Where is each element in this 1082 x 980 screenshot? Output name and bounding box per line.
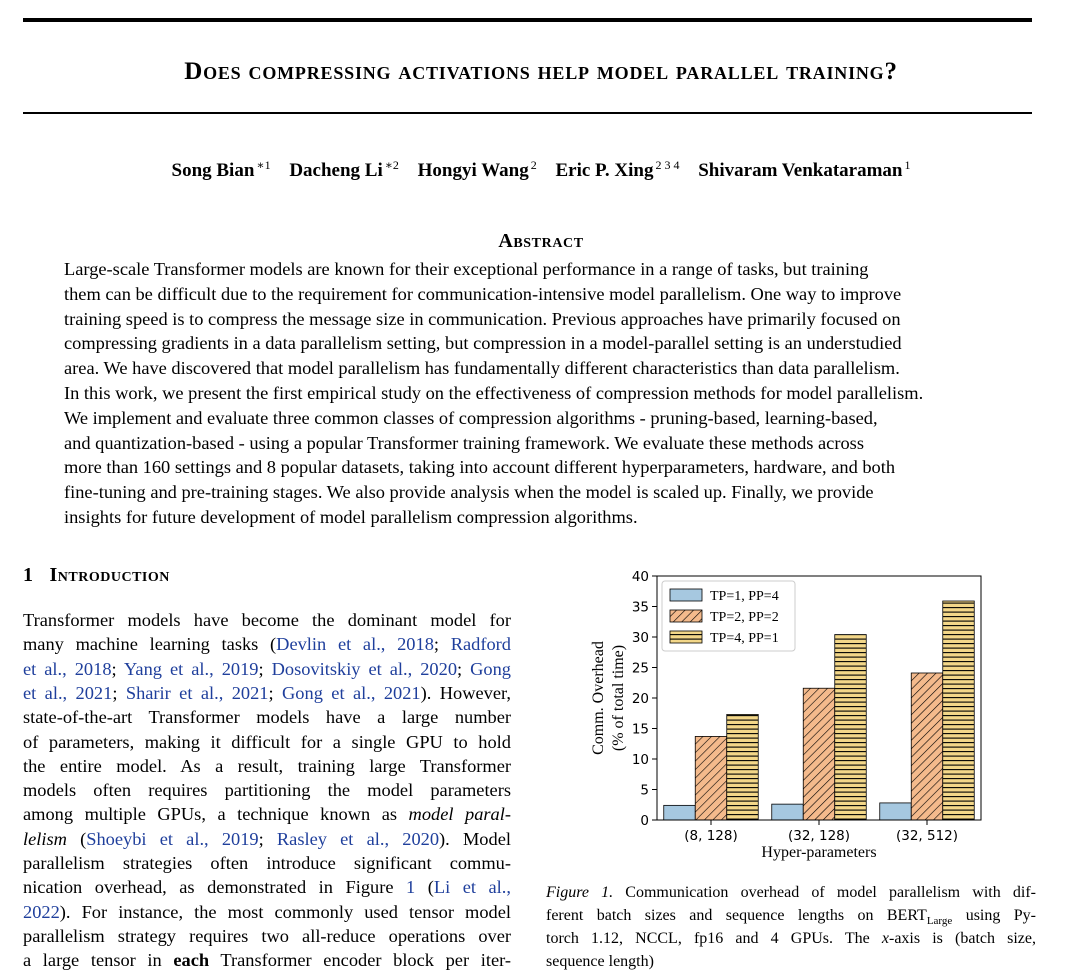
intro-text: Transformer models have become the dominant model for xyxy=(23,610,511,630)
top-rule xyxy=(23,18,1032,22)
section-title: Introduction xyxy=(49,564,170,586)
y-tick-label: 10 xyxy=(631,752,649,768)
bar xyxy=(695,736,727,820)
intro-text: ; xyxy=(457,658,471,679)
intro-text: each xyxy=(173,950,210,971)
author-list xyxy=(0,158,1082,182)
bar xyxy=(803,688,835,820)
author: Dacheng Li $^{∗2}$ xyxy=(289,158,399,181)
bar xyxy=(664,805,696,820)
intro-text: ; xyxy=(258,828,277,849)
intro-line xyxy=(23,900,511,924)
intro-text: ). For instance, the most commonly used tensor model xyxy=(59,901,511,922)
legend-label: TP=2, PP=2 xyxy=(710,610,779,625)
intro-text: ( xyxy=(66,828,87,849)
legend-swatch xyxy=(670,631,702,643)
bar xyxy=(943,601,975,820)
intro-text: parallelism strategies often introduce significant commu- xyxy=(23,853,511,873)
intro-line xyxy=(23,827,511,851)
bar xyxy=(835,635,867,820)
y-tick-label: 30 xyxy=(631,630,649,646)
figure-label: Figure 1. xyxy=(546,884,614,901)
intro-text: parallelism strategy requires two all-reduce operations over xyxy=(23,925,511,946)
intro-line xyxy=(23,681,511,705)
bar xyxy=(727,714,759,820)
y-axis-label: Comm. Overhead xyxy=(590,641,607,755)
caption-text: sequence length) xyxy=(546,953,654,970)
citation-link[interactable]: Sharir et al., 2021 xyxy=(125,682,269,703)
citation-link[interactable]: Shoeybi et al., 2019 xyxy=(86,828,259,849)
author: Song Bian $^{∗1}$ xyxy=(171,158,271,181)
intro-text: nication overhead, as demonstrated in Figure xyxy=(23,877,407,898)
citation-link[interactable]: Gong xyxy=(470,658,511,679)
intro-line xyxy=(23,608,511,632)
caption-math-var: x xyxy=(881,930,889,947)
caption-line xyxy=(546,951,1036,973)
intro-line xyxy=(23,632,511,656)
intro-text: ; xyxy=(268,682,283,703)
caption-line xyxy=(546,928,1036,950)
citation-link[interactable]: 1 xyxy=(406,877,416,898)
x-tick-label: (32, 512) xyxy=(895,828,959,844)
citation-link[interactable]: Radford xyxy=(450,634,511,655)
intro-text: ; xyxy=(258,658,272,679)
caption-text: torch 1.12, NCCL, fp16 and 4 GPUs. The xyxy=(546,930,882,947)
y-axis-label: (% of total time) xyxy=(610,644,627,752)
abstract-line: In this work, we present the first empirical study on the effectiveness of compression methods for model parallelism. xyxy=(64,383,924,403)
caption-subscript: Large xyxy=(926,915,953,928)
intro-text: of parameters, making it difficult for a single GPU to hold xyxy=(23,731,511,752)
x-tick-label: (32, 128) xyxy=(787,828,851,844)
abstract-line: more than 160 settings and 8 popular datasets, taking into account different hyperparameters, hardware, and both xyxy=(64,457,896,478)
legend-swatch xyxy=(670,589,702,601)
caption-text: Communication overhead of model parallelism with dif- xyxy=(625,884,1037,901)
abstract-line: them can be difficult due to the requirement for communication-intensive model parallelism. One way to improve xyxy=(64,283,902,304)
x-tick-label: (8, 128) xyxy=(684,828,738,844)
bar-chart xyxy=(580,562,990,862)
intro-text: lelism xyxy=(23,828,67,849)
caption-line xyxy=(546,882,1036,904)
intro-text: ; xyxy=(111,658,124,679)
author: Hongyi Wang $^2$ xyxy=(417,158,537,181)
abstract-line: Large-scale Transformer models are known for their exceptional performance in a range of tasks, but training xyxy=(64,259,869,279)
citation-link[interactable]: Gong et al., 2021 xyxy=(282,682,421,703)
intro-text: state-of-the-art Transformer models have a large number xyxy=(23,707,511,728)
abstract-line: compressing gradients in a data parallelism setting, but compression in a model-parallel setting is an understudied xyxy=(64,333,902,354)
intro-line xyxy=(23,754,511,778)
x-axis-label: Hyper-parameters xyxy=(761,844,877,861)
caption-text: using Py- xyxy=(952,907,1037,924)
intro-line xyxy=(23,730,511,754)
y-tick-label: 0 xyxy=(640,813,649,829)
citation-link[interactable]: 2022 xyxy=(23,901,60,922)
citation-link[interactable]: Rasley et al., 2020 xyxy=(276,828,440,849)
intro-text: ). Model xyxy=(439,828,511,849)
y-tick-label: 20 xyxy=(631,691,649,707)
intro-line xyxy=(23,778,511,802)
citation-link[interactable]: Devlin et al., 2018 xyxy=(276,634,434,655)
y-tick-label: 40 xyxy=(631,569,649,585)
intro-text: ; xyxy=(433,634,451,655)
intro-text: ( xyxy=(415,877,434,898)
intro-line xyxy=(23,851,511,875)
abstract-line: and quantization-based - using a popular Transformer training framework. We evaluate these methods across xyxy=(64,432,864,453)
intro-line xyxy=(23,705,511,729)
y-tick-label: 35 xyxy=(631,599,649,616)
citation-link[interactable]: Li et al., xyxy=(433,877,511,898)
intro-text: Transformer encoder block per iter- xyxy=(209,950,511,971)
y-tick-label: 15 xyxy=(631,721,649,738)
intro-line xyxy=(23,875,511,899)
abstract-line: We implement and evaluate three common classes of compression algorithms - pruning-based, learning-based, xyxy=(64,407,878,428)
bar xyxy=(772,804,804,820)
section-heading xyxy=(23,564,170,587)
y-tick-label: 5 xyxy=(640,782,649,799)
intro-text: model paral- xyxy=(408,804,511,825)
intro-line xyxy=(23,924,511,948)
intro-text: ; xyxy=(112,682,126,703)
intro-text: a large tensor in xyxy=(23,950,174,971)
intro-line xyxy=(23,657,511,681)
legend-label: TP=1, PP=4 xyxy=(710,589,779,604)
citation-link[interactable]: Yang et al., 2019 xyxy=(123,658,259,679)
citation-link[interactable]: et al., 2021 xyxy=(23,682,113,703)
paper-title: Does compressing activations help model parallel training? xyxy=(184,58,898,85)
abstract-line: area. We have discovered that model parallelism has fundamentally different characteristics than data parallelism. xyxy=(64,358,900,379)
abstract-line: fine-tuning and pre-training stages. We also provide analysis when the model is scaled up. Finally, we provide xyxy=(64,482,874,503)
intro-text: ). However, xyxy=(420,682,512,703)
title-rule xyxy=(23,112,1032,114)
abstract-line: training speed is to compress the message size in communication. Previous approaches have primarily focused on xyxy=(64,308,901,329)
citation-link[interactable]: Dosovitskiy et al., 2020 xyxy=(271,658,458,679)
y-tick-label: 25 xyxy=(631,660,649,677)
bar xyxy=(911,673,943,820)
citation-link[interactable]: et al., 2018 xyxy=(23,658,112,679)
caption-text: ferent batch sizes and sequence lengths on BERT xyxy=(546,907,927,924)
section-number: 1 xyxy=(23,564,34,586)
intro-line xyxy=(23,802,511,826)
intro-text: models often requires partitioning the model parameters xyxy=(23,780,511,801)
abstract-heading: Abstract xyxy=(498,230,584,252)
intro-text: many machine learning tasks ( xyxy=(23,634,277,655)
author: Eric P. Xing $^{2 3 4}$ xyxy=(555,158,680,181)
caption-text: -axis is (batch size, xyxy=(888,930,1037,947)
intro-line xyxy=(23,948,511,972)
abstract-line: insights for future development of model parallelism compression algorithms. xyxy=(64,507,638,527)
intro-text: among multiple GPUs, a technique known as xyxy=(23,804,409,825)
legend-label: TP=4, PP=1 xyxy=(710,631,779,646)
author: Shivaram Venkataraman $^1$ xyxy=(698,158,911,181)
intro-text: the entire model. As a result, training large Transformer xyxy=(23,755,511,776)
legend-swatch xyxy=(670,610,702,622)
bar xyxy=(880,803,912,820)
